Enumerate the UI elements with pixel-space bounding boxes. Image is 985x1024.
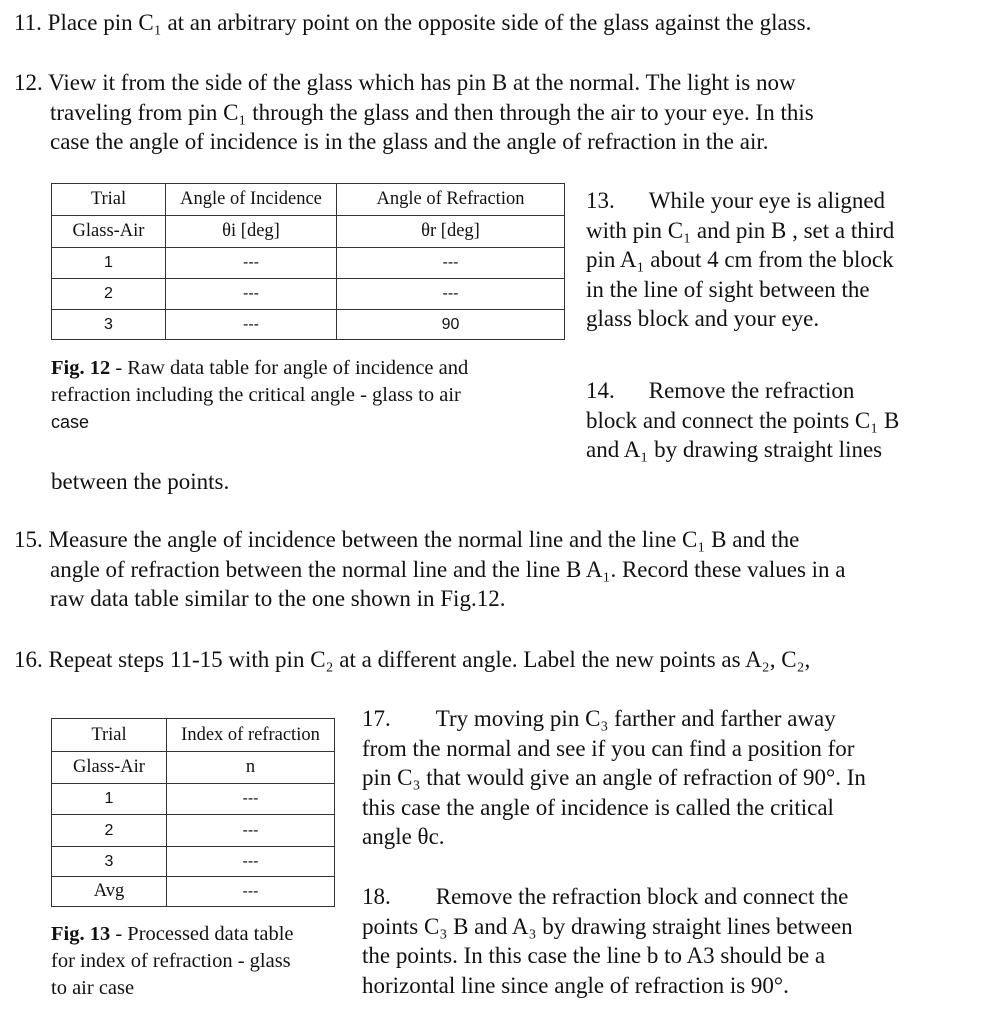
step-12-line-1: View it from the side of the glass which has pin B at the normal. The light is now	[48, 70, 796, 95]
step-14	[586, 376, 976, 465]
step-16	[14, 645, 974, 675]
step-17-line-3: pin C₃ that would give an angle of refraction of 90°. In	[362, 765, 866, 790]
step-17-line-2: from the normal and see if you can find a position for	[362, 735, 855, 761]
table12-subheader-theta-r: θr [deg]	[337, 216, 565, 248]
fig-13-label: Fig. 13	[51, 923, 111, 945]
step-14-continuation: between the points.	[51, 469, 230, 494]
table-row	[52, 279, 565, 310]
table12-cell: 1	[52, 248, 166, 279]
step-11-text: Place pin C₁ at an arbitrary point on the opposite side of the glass against the glass.	[47, 10, 812, 35]
table12-subheader-theta-i: θi [deg]	[166, 216, 337, 248]
table12-cell: 90	[337, 310, 565, 340]
step-12-line-3: case the angle of incidence is in the glass and the angle of refraction in the air.	[50, 129, 769, 154]
step-11	[14, 8, 974, 38]
fig-13-line-3: to air case	[51, 977, 135, 999]
step-15-number: 15.	[14, 527, 43, 552]
table13-cell: 1	[52, 784, 167, 815]
fig-13-line-1: - Processed data table	[110, 923, 294, 945]
table12-subheader-glass-air: Glass-Air	[52, 216, 166, 248]
step-17-number: 17.	[362, 706, 391, 731]
table13-cell: ---	[167, 815, 335, 847]
table-row	[52, 877, 335, 907]
step-13-line-5: glass block and your eye.	[586, 306, 820, 331]
table-row	[52, 784, 335, 815]
step-12	[14, 68, 974, 157]
table13-cell: ---	[167, 784, 335, 815]
step-15-line-3: raw data table similar to the one shown in Fig.12.	[50, 586, 506, 611]
step-16-number: 16.	[14, 647, 43, 672]
fig-12-caption	[51, 355, 571, 436]
table13-cell: 3	[52, 847, 167, 877]
step-14-line-3: and A₁ by drawing straight lines	[586, 437, 883, 462]
fig-12-line-2: refraction including the critical angle - glass to air	[51, 384, 461, 406]
table13-cell: ---	[167, 847, 335, 877]
table13-header-trial: Trial	[52, 719, 167, 752]
table12-header-trial: Trial	[52, 184, 166, 216]
step-14-number: 14.	[586, 378, 615, 403]
step-17	[362, 704, 977, 852]
step-17-line-4: this case the angle of incidence is called the critical	[362, 794, 834, 820]
step-18-number: 18.	[362, 884, 391, 909]
step-13-line-1: While your eye is aligned	[648, 188, 886, 213]
table12-cell: ---	[166, 310, 337, 340]
table13-subheader-n: n	[167, 752, 335, 784]
table12-header-incidence: Angle of Incidence	[166, 184, 337, 216]
table12-cell: 3	[52, 310, 166, 340]
table13-cell: 2	[52, 815, 167, 847]
step-18-line-2: points C₃ B and A₃ by drawing straight lines between	[362, 913, 853, 939]
processed-data-table	[51, 718, 335, 907]
step-18-line-1: Remove the refraction block and connect the	[435, 884, 849, 909]
table12-header-refraction: Angle of Refraction	[337, 184, 565, 216]
table-row	[52, 847, 335, 877]
raw-data-table	[51, 183, 565, 340]
step-12-number: 12.	[14, 70, 43, 95]
table12-cell: ---	[337, 248, 565, 279]
step-13	[586, 186, 976, 334]
fig-12-line-3: case	[51, 412, 90, 432]
table-row	[52, 248, 565, 279]
step-17-line-1: Try moving pin C₃ farther and farther away	[435, 706, 836, 731]
step-13-line-4: in the line of sight between the	[586, 276, 870, 302]
table13-subheader-glass-air: Glass-Air	[52, 752, 167, 784]
step-18-line-4: horizontal line since angle of refraction is 90°.	[362, 972, 789, 998]
step-18-line-3: the points. In this case the line b to A3 should be a	[362, 943, 826, 968]
table-row	[52, 815, 335, 847]
step-17-line-5: angle θc.	[362, 824, 445, 849]
step-15-line-1: Measure the angle of incidence between the normal line and the line C₁ B and the	[48, 527, 800, 552]
fig-13-line-2: for index of refraction - glass	[51, 950, 291, 972]
table13-header-index: Index of refraction	[167, 719, 335, 752]
table12-cell: ---	[166, 279, 337, 310]
step-16-text: Repeat steps 11-15 with pin C₂ at a different angle. Label the new points as A₂, C₂,	[48, 647, 811, 672]
table12-cell: ---	[166, 248, 337, 279]
fig-13-caption	[51, 921, 351, 1002]
step-14-line-1: Remove the refraction	[648, 378, 855, 403]
table13-cell: Avg	[52, 877, 167, 907]
fig-12-label: Fig. 12	[51, 357, 111, 379]
step-13-number: 13.	[586, 188, 615, 213]
table12-cell: ---	[337, 279, 565, 310]
fig-12-line-1: - Raw data table for angle of incidence and	[110, 357, 469, 379]
step-13-line-3: pin A₁ about 4 cm from the block	[586, 247, 894, 272]
step-15	[14, 525, 974, 614]
table12-cell: 2	[52, 279, 166, 310]
step-15-line-2: angle of refraction between the normal line and the line B A₁. Record these values in a	[50, 556, 846, 582]
step-11-number: 11.	[14, 10, 42, 35]
table-row	[52, 310, 565, 340]
step-18	[362, 882, 977, 1000]
table13-cell: ---	[167, 877, 335, 907]
step-14-line-2: block and connect the points C₁ B	[586, 407, 900, 433]
step-12-line-2: traveling from pin C₁ through the glass and then through the air to your eye. In this	[50, 99, 814, 125]
step-13-line-2: with pin C₁ and pin B , set a third	[586, 217, 895, 243]
